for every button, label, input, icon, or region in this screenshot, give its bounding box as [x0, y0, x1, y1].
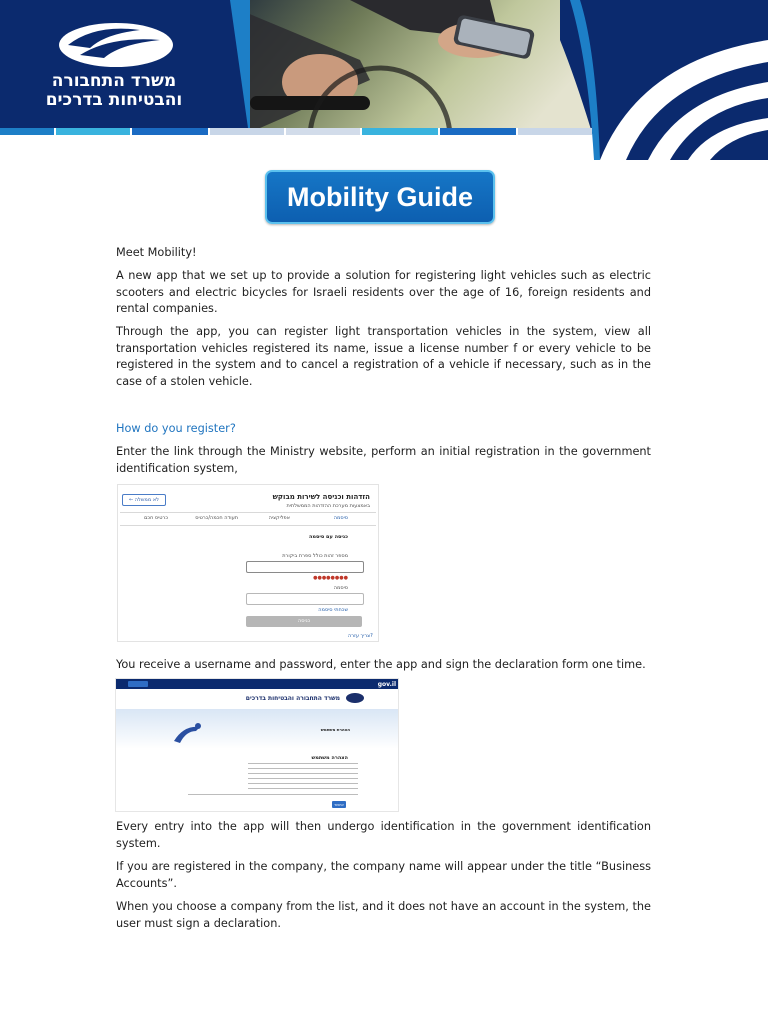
section-title: כניסה עם סיסמה [308, 534, 348, 540]
header-stripe [286, 128, 360, 135]
header-stripe [0, 128, 54, 135]
declaration-checkbox-line [188, 794, 358, 795]
help-link[interactable]: צריך עזרה? [348, 633, 373, 639]
login-submit-label: כניסה [298, 618, 311, 624]
paragraph-app-features: Through the app, you can register light transportation vehicles in the system, view all transportation vehicles registered its name, issue a license number f or every vehicle to be registered in the system and to cancel a registration of a vehicle if necessary, such as in the case of a stolen vehicle. [116, 325, 651, 388]
confirm-button-label: אישור [334, 802, 344, 807]
gov-topbar-button[interactable] [128, 681, 148, 687]
road-swoosh-graphic [560, 0, 768, 160]
header-swoosh [560, 0, 768, 160]
tabs-divider [120, 512, 376, 513]
ministry-small-logo-icon [346, 693, 364, 703]
id-field-label: מספר זהות כולל ספרת ביקורת [282, 553, 348, 559]
paragraph-business-accounts: If you are registered in the company, the company name will appear under the title “Business Accounts”. [116, 860, 651, 890]
ministry-name-line2: והבטיחות בדרכים [45, 90, 183, 110]
back-button[interactable]: ← לא ממשלה [122, 494, 166, 506]
scooter-rider-icon [170, 721, 210, 745]
tab-password[interactable]: סיסמה [333, 515, 348, 521]
header-stripe [56, 128, 130, 135]
tab-smart-id[interactable]: תעודה חכמה/כרטיס [195, 515, 238, 521]
ministry-name-line1: משרד התחבורה [51, 71, 177, 91]
header-stripe [518, 128, 592, 135]
tab-app[interactable]: אפליקציה [268, 515, 290, 521]
id-field-error: ●●●●●●●● [313, 575, 348, 581]
heading-how-to-register: How do you register? [116, 422, 236, 435]
login-title: הזדהות וכניסה לשירות מבוקש [272, 493, 370, 501]
gov-topbar [116, 679, 399, 689]
gov-logo: gov.il [377, 681, 396, 688]
paragraph-company-declaration: When you choose a company from the list, and it does not have an account in the system, the user must sign a declaration. [116, 900, 651, 930]
declaration-section-title: הצהרה משתמש [311, 755, 348, 761]
login-submit-button[interactable] [246, 616, 362, 627]
confirm-button[interactable] [332, 801, 346, 808]
header-banner [0, 0, 768, 160]
ministry-name [28, 72, 200, 110]
paragraph-username-password: You receive a username and password, enter the app and sign the declaration form one time. [116, 658, 646, 671]
document-title: Mobility Guide [265, 170, 495, 224]
header-photo [230, 0, 610, 128]
declaration-screenshot [115, 678, 399, 812]
paragraph-register-link: Enter the link through the Ministry website, perform an initial registration in the government identification system, [116, 445, 651, 475]
bicycle-phone-photo [230, 0, 610, 128]
id-number-input[interactable] [246, 561, 364, 573]
intro-text: Meet Mobility! [116, 246, 197, 259]
declaration-terms-lines [248, 763, 358, 791]
paragraph-identification: Every entry into the app will then undergo identification in the government identification system. [116, 820, 651, 850]
login-screenshot [117, 484, 379, 642]
declaration-hero [116, 709, 399, 749]
tabs-bottom-divider [120, 525, 376, 526]
password-field-label: סיסמה [333, 585, 348, 591]
card-title: הצהרת משתמש [320, 727, 350, 732]
header-logo-panel [0, 0, 250, 128]
header-stripe [132, 128, 208, 135]
tab-smart-card[interactable]: כרטיס חכם [144, 515, 168, 521]
login-subtitle: באמצעות מערכת ההזדהות הממשלתית [286, 503, 370, 509]
password-input[interactable] [246, 593, 364, 605]
header-stripe [210, 128, 284, 135]
ministry-page-title: משרד התחבורה והבטיחות בדרכים [245, 695, 340, 702]
forgot-password-link[interactable]: שכחתי סיסמה [318, 607, 348, 613]
paragraph-app-purpose: A new app that we set up to provide a solution for registering light vehicles such as electric scooters and electric bicycles for Israeli residents over the age of 16, foreign residents and rental companies. [116, 269, 651, 315]
header-stripe [440, 128, 516, 135]
header-stripe [362, 128, 438, 135]
